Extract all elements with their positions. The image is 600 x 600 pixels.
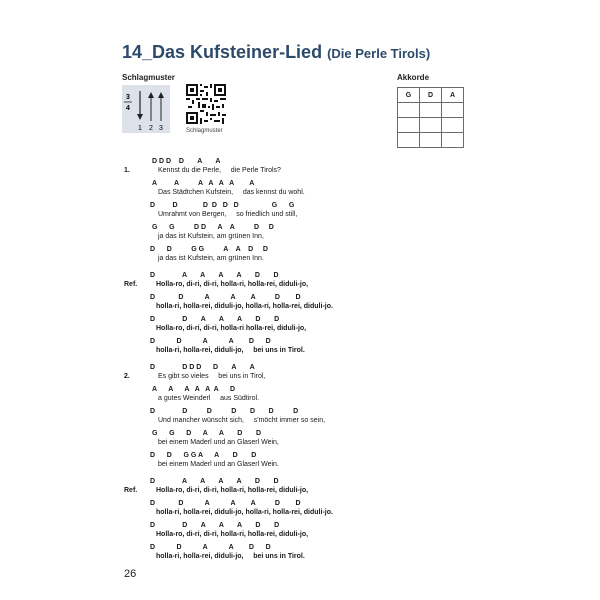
chord-line: D A A A A D D: [150, 272, 279, 279]
chord-name: A: [442, 88, 464, 103]
chord-line: D D G G A A D D: [150, 246, 268, 253]
beat-number: 1: [138, 125, 142, 132]
song-subtitle: (Die Perle Tirols): [327, 46, 431, 61]
chord-line: G G D D A A D D: [152, 224, 274, 231]
chord-grid-row: [398, 118, 464, 133]
lyric-line: ja das ist Kufstein, am grünen Inn,: [158, 233, 264, 240]
chord-grid-row: [398, 103, 464, 118]
beat-number: 3: [159, 125, 163, 132]
lyric-line: Kennst du die Perle, die Perle Tirols?: [158, 167, 281, 174]
chord-name: G: [398, 88, 420, 103]
lyric-line: holla-ri, holla-rei, diduli-jo, holla-ri, holla-rei, diduli-jo.: [156, 303, 333, 310]
chord-line: A A A A A A D: [152, 386, 236, 393]
page-number: 26: [124, 568, 137, 580]
beat-number: 2: [149, 125, 153, 132]
chord-line: D D A A A D D: [150, 522, 280, 529]
lyric-line: Und mancher wünscht sich, s'möcht immer so sein,: [158, 417, 326, 424]
time-signature-bottom: 4: [126, 105, 130, 112]
strum-pattern-diagram: [122, 85, 170, 133]
lyric-line: Das Städtchen Kufstein, das kennst du wohl.: [158, 189, 305, 196]
lyric-line: Holla-ro, di-ri, di-ri, holla-ri, holla-rei, diduli-jo,: [156, 531, 309, 538]
lyric-line: holla-ri, holla-rei, diduli-jo, bei uns in Tirol.: [156, 553, 305, 560]
lyric-line: bei einem Maderl und an Glaserl Wein.: [158, 461, 279, 468]
akkorde-label: Akkorde: [397, 73, 430, 82]
chord-grid: [397, 87, 464, 148]
qr-code[interactable]: [186, 84, 226, 124]
page-title: [122, 42, 430, 63]
verse-number: 1.: [124, 167, 130, 174]
chord-line: D D D D D D D: [150, 408, 299, 415]
chord-line: D D D D D D G G: [150, 202, 295, 209]
chord-line: D D G G A A D D: [150, 452, 257, 459]
lyric-line: ja das ist Kufstein, am grünen Inn.: [158, 255, 264, 262]
lyric-line: a gutes Weinderl aus Südtirol.: [158, 395, 260, 402]
schlagmuster-label: Schlagmuster: [122, 73, 175, 82]
chord-line: D A A A A D D: [150, 478, 279, 485]
time-signature-top: 3: [126, 94, 130, 101]
lyric-line: bei einem Maderl und an Glaserl Wein,: [158, 439, 279, 446]
chord-line: A A A A A A A: [152, 180, 255, 187]
verse-number: 2.: [124, 373, 130, 380]
lyric-line: Umrahmt von Bergen, so friedlich und still,: [158, 211, 298, 218]
chord-line: D D A A D D: [150, 544, 271, 551]
chord-line: D D A A A D D: [150, 294, 301, 301]
qr-caption: Schlagmuster: [186, 128, 223, 134]
chord-line: D D D D A A: [152, 158, 221, 165]
lyric-line: Holla-ro, di-ri, di-ri, holla-ri holla-rei, diduli-jo,: [156, 325, 307, 332]
chord-header-row: [398, 88, 464, 103]
lyric-line: Holla-ro, di-ri, di-ri, holla-ri, holla-rei, diduli-jo,: [156, 281, 309, 288]
refrain-label: Ref.: [124, 487, 138, 494]
refrain-label: Ref.: [124, 281, 138, 288]
lyric-line: Holla-ro, di-ri, di-ri, holla-ri, holla-rei, diduli-jo,: [156, 487, 309, 494]
lyric-line: Es gibt so vieles bei uns in Tirol,: [158, 373, 266, 380]
chord-line: D D A A A D D: [150, 500, 301, 507]
lyric-line: holla-ri, holla-rei, diduli-jo, bei uns in Tirol.: [156, 347, 305, 354]
chord-name: D: [420, 88, 442, 103]
chord-line: G G D A A D D: [152, 430, 262, 437]
chord-line: D D A A D D: [150, 338, 271, 345]
song-title: 14_Das Kufsteiner-Lied: [122, 42, 323, 62]
chord-grid-row: [398, 133, 464, 148]
chord-line: D D A A A D D: [150, 316, 280, 323]
lyric-line: holla-ri, holla-rei, diduli-jo, holla-ri, holla-rei, diduli-jo.: [156, 509, 333, 516]
chord-line: D D D D D A A: [150, 364, 255, 371]
